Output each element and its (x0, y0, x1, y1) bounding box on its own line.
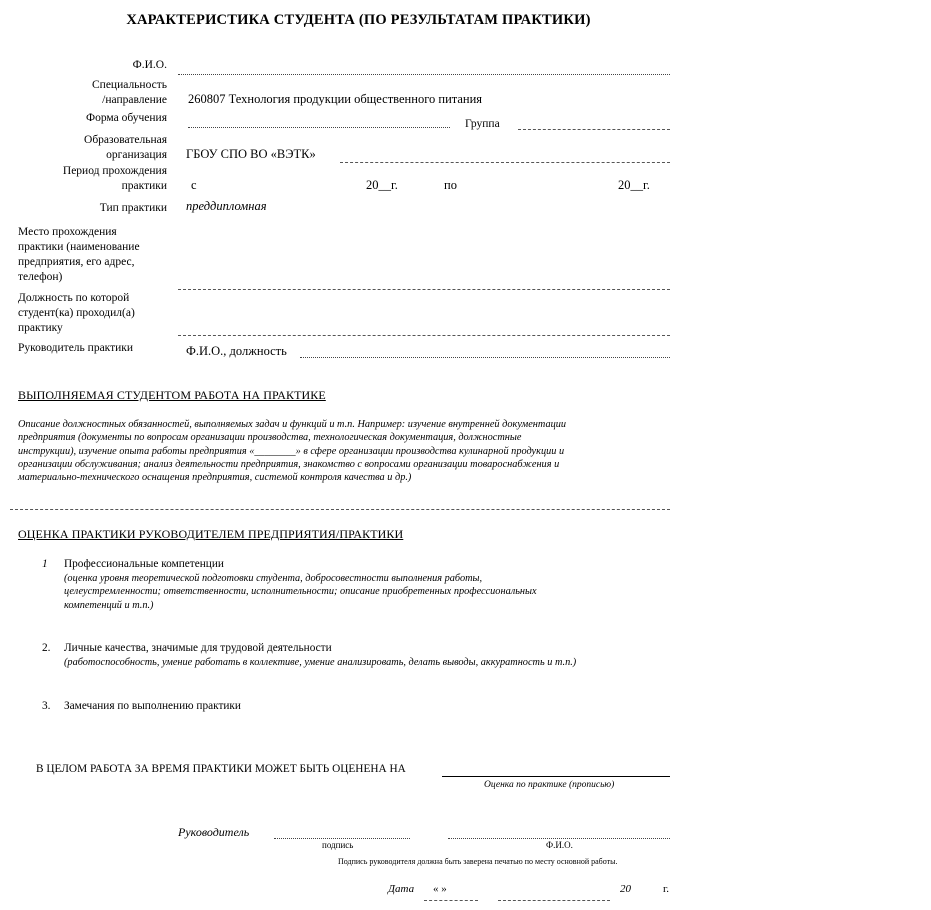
fio-line[interactable] (178, 74, 670, 75)
period-label-line2: практики (121, 180, 167, 192)
eval-item-3-title: Замечания по выполнению практики (64, 700, 241, 712)
fio-caption: Ф.И.О. (546, 840, 573, 850)
eval-item-2-title: Личные качества, значимые для трудовой деятельности (64, 642, 332, 654)
position-label-line3: практику (18, 322, 63, 334)
practice-place-label (18, 225, 140, 285)
overall-grade-caption: Оценка по практике (прописью) (484, 780, 615, 790)
position-line[interactable] (178, 335, 670, 336)
organization-label-line1: Образовательная (84, 134, 167, 146)
date-month-line[interactable] (498, 900, 610, 901)
work-description-line: предприятия (документы по вопросам организации производства, технологическая документация, должностные (18, 432, 522, 444)
practice-place-label-line1: Место прохождения (18, 226, 117, 238)
specialty-value: 260807 Технология продукции общественного питания (188, 92, 483, 106)
eval-item-3-number: 3. (42, 700, 51, 712)
position-label (18, 291, 135, 336)
practice-place-line[interactable] (178, 289, 670, 290)
practice-type-value: преддипломная (186, 199, 267, 213)
eval-item-2-note-line: (работоспособность, умение работать в коллективе, умение анализировать, делать выводы, аккуратность и т.п.) (64, 657, 577, 668)
eval-item-1-title: Профессиональные компетенции (64, 558, 224, 570)
supervisor-label: Руководитель практики (18, 342, 134, 354)
period-to: по (444, 178, 457, 192)
eval-item-1-note-line: компетенций и т.п.) (64, 599, 154, 611)
specialty-label-line1: Специальность (92, 79, 167, 91)
work-section-heading: ВЫПОЛНЯЕМАЯ СТУДЕНТОМ РАБОТА НА ПРАКТИКЕ (18, 388, 326, 402)
signature-caption: подпись (322, 840, 354, 850)
period-year-end[interactable]: 20__г. (618, 178, 650, 192)
group-line[interactable] (518, 129, 670, 130)
study-form-line[interactable] (188, 127, 450, 128)
eval-item-2-notes (64, 656, 576, 669)
eval-item-1-note-line: (оценка уровня теоретической подготовки студента, добросовестности выполнения работы, (64, 573, 483, 584)
study-form-label: Форма обучения (86, 112, 167, 124)
signature-line[interactable] (274, 838, 410, 839)
organization-value: ГБОУ СПО ВО «ВЭТК» (186, 147, 316, 161)
position-label-line1: Должность по которой (18, 292, 130, 304)
period-from: с (191, 178, 197, 192)
eval-item-1-number: 1 (42, 558, 48, 570)
position-label-line2: студент(ка) проходил(а) (18, 307, 135, 319)
supervisor-value: Ф.И.О., должность (186, 344, 287, 358)
supervisor-line[interactable] (300, 357, 670, 358)
eval-item-1-note-line: целеустремленности; ответственности, исполнительности; описание приобретенных профессиональных (64, 586, 537, 598)
specialty-label (92, 78, 167, 108)
date-day-line (424, 900, 478, 901)
work-description-line: инструкции), изучение опыта работы предприятия «________» в сфере организации производства кулинарной продукции и (18, 445, 565, 457)
organization-label-line2: организация (106, 149, 167, 161)
work-description-line: материально-технического оснащения предприятия, системой контроля качества и др.) (18, 472, 412, 484)
work-section-description (18, 418, 678, 484)
date-year: 20 (620, 883, 631, 895)
work-description-line: организации обслуживания; анализ деятельности предприятия, знакомство с вопросами организации товароснабжения и (18, 458, 560, 470)
evaluation-heading: ОЦЕНКА ПРАКТИКИ РУКОВОДИТЕЛЕМ ПРЕДПРИЯТИЯ/ПРАКТИКИ (18, 527, 404, 541)
period-label (63, 164, 167, 194)
work-section-divider (10, 509, 670, 510)
fio-label: Ф.И.О. (132, 59, 167, 71)
organization-label (84, 133, 167, 163)
supervisor-signature-label: Руководитель (178, 825, 250, 839)
overall-grade-line[interactable] (442, 776, 670, 777)
period-year-start[interactable]: 20__г. (366, 178, 398, 192)
stamp-note: Подпись руководителя должна быть заверена печатью по месту основной работы. (338, 857, 618, 866)
signature-fio-line[interactable] (448, 838, 670, 839)
specialty-label-line2: /направление (102, 94, 167, 106)
group-label: Группа (465, 118, 500, 130)
organization-line (340, 162, 670, 163)
date-label: Дата (388, 883, 415, 895)
date-year-suffix: г. (663, 883, 670, 895)
practice-place-label-line2: практики (наименование (18, 241, 140, 253)
document-title: ХАРАКТЕРИСТИКА СТУДЕНТА (ПО РЕЗУЛЬТАТАМ ПРАКТИКИ) (126, 12, 591, 28)
period-label-line1: Период прохождения (62, 165, 167, 177)
practice-place-label-line3: предприятия, его адрес, (18, 256, 135, 268)
date-day[interactable]: « » (433, 883, 447, 895)
eval-item-2-number: 2. (42, 642, 51, 654)
work-description-line: Описание должностных обязанностей, выполняемых задач и функций и т.п. Например: изучение внутренней документации (18, 419, 567, 430)
practice-place-label-line4: телефон) (18, 271, 63, 283)
overall-grade-text: В ЦЕЛОМ РАБОТА ЗА ВРЕМЯ ПРАКТИКИ МОЖЕТ БЫТЬ ОЦЕНЕНА НА (36, 763, 406, 775)
practice-type-label: Тип практики (99, 202, 167, 214)
eval-item-1-notes (64, 572, 537, 612)
